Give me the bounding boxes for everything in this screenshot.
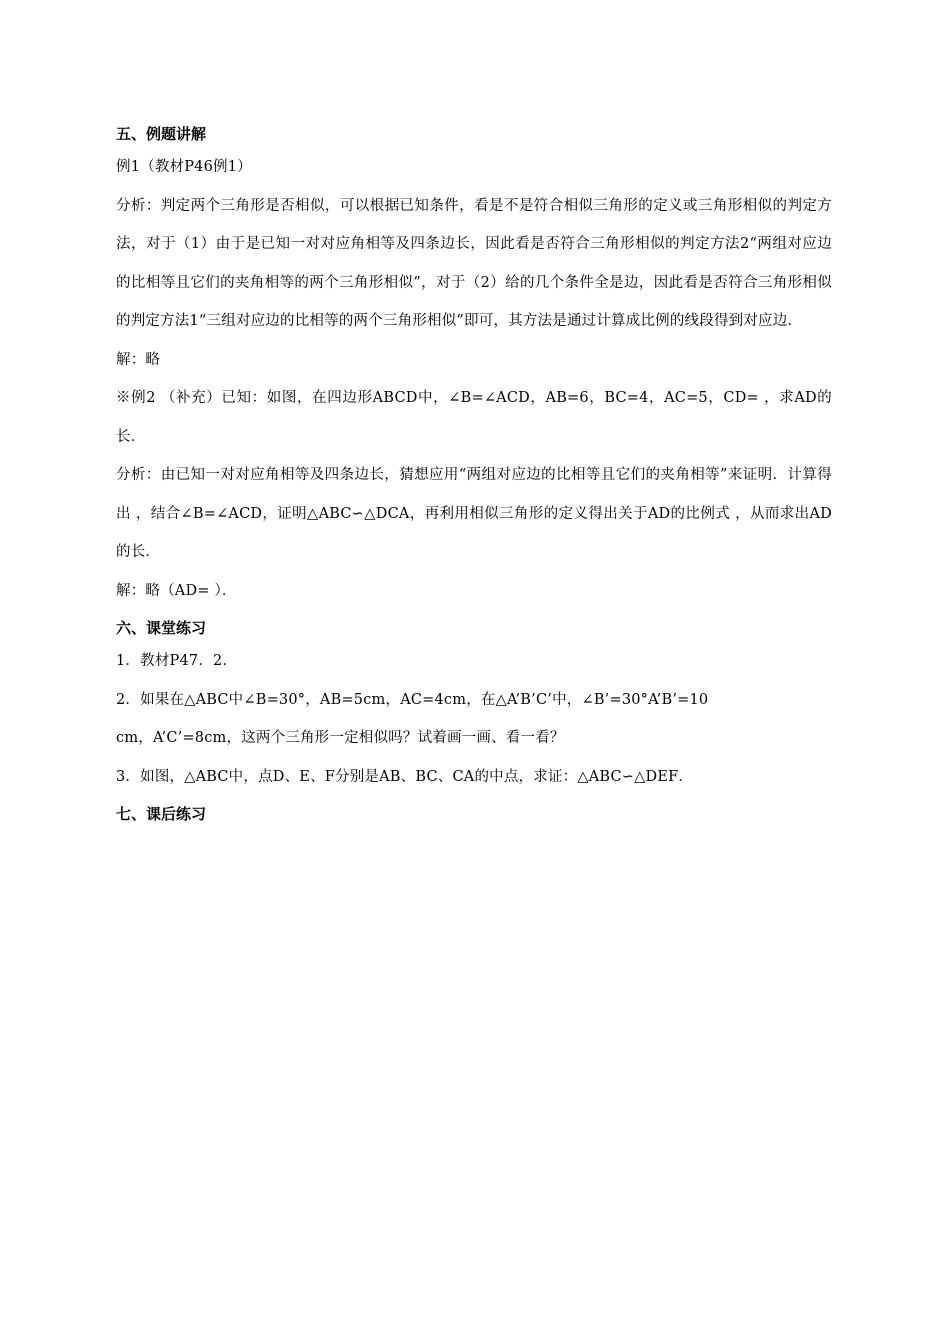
practice-item-2-line-2: cm，A’C’=8cm，这两个三角形一定相似吗？试着画一画、看一看？: [116, 730, 565, 746]
section-heading-after-class-practice: 七、课后练习: [116, 805, 207, 823]
example1-analysis: 分析：判定两个三角形是否相似，可以根据已知条件，看是不是符合相似三角形的定义或三角形相似的判定方法，对于（1）由于是已知一对对应角相等及四条边长，因此看是否符合三角形相似的判定方法2“两组对应边的比相等且它们的夹角相等的两个三角形相似”，对于（2）给的几个条件全是边，因此看是否符合三角形相似的判定方法1“三组对应边的比相等的两个三角形相似”即可，其方法是通过计算成比例的线段得到对应边．: [116, 197, 832, 329]
example2-solution: 解：略（AD= ）．: [116, 582, 237, 599]
practice-item-2-line-1: 2．如果在△ABC中∠B=30°，AB=5cm，AC=4cm，在△A’B’C’中，∠B’=30°A’B’=10: [116, 691, 709, 708]
practice-item-3: 3．如图，△ABC中，点D、E、F分别是AB、BC、CA的中点，求证：△ABC∽△DEF．: [116, 768, 694, 785]
practice-item-1: 1．教材P47．2．: [116, 653, 238, 669]
document-page: [116, 124, 832, 838]
example2-analysis: 分析：由已知一对对应角相等及四条边长，猜想应用“两组对应边的比相等且它们的夹角相等”来证明．计算得出 ，结合∠B=∠ACD，证明△ABC∽△DCA，再利用相似三角形的定义得出关于AD的比例式 ，从而求出AD的长．: [116, 467, 832, 560]
example1-title: 例1（教材P46例1）: [116, 159, 252, 175]
example1-solution: 解：略: [116, 351, 161, 368]
example2-problem: ※例2 （补充）已知：如图，在四边形ABCD中，∠B=∠ACD，AB=6，BC=4，AC=5，CD= ，求AD的长．: [116, 390, 832, 445]
section-heading-class-practice: 六、课堂练习: [116, 619, 207, 637]
section-heading-example-lecture: 五、例题讲解: [116, 125, 207, 143]
